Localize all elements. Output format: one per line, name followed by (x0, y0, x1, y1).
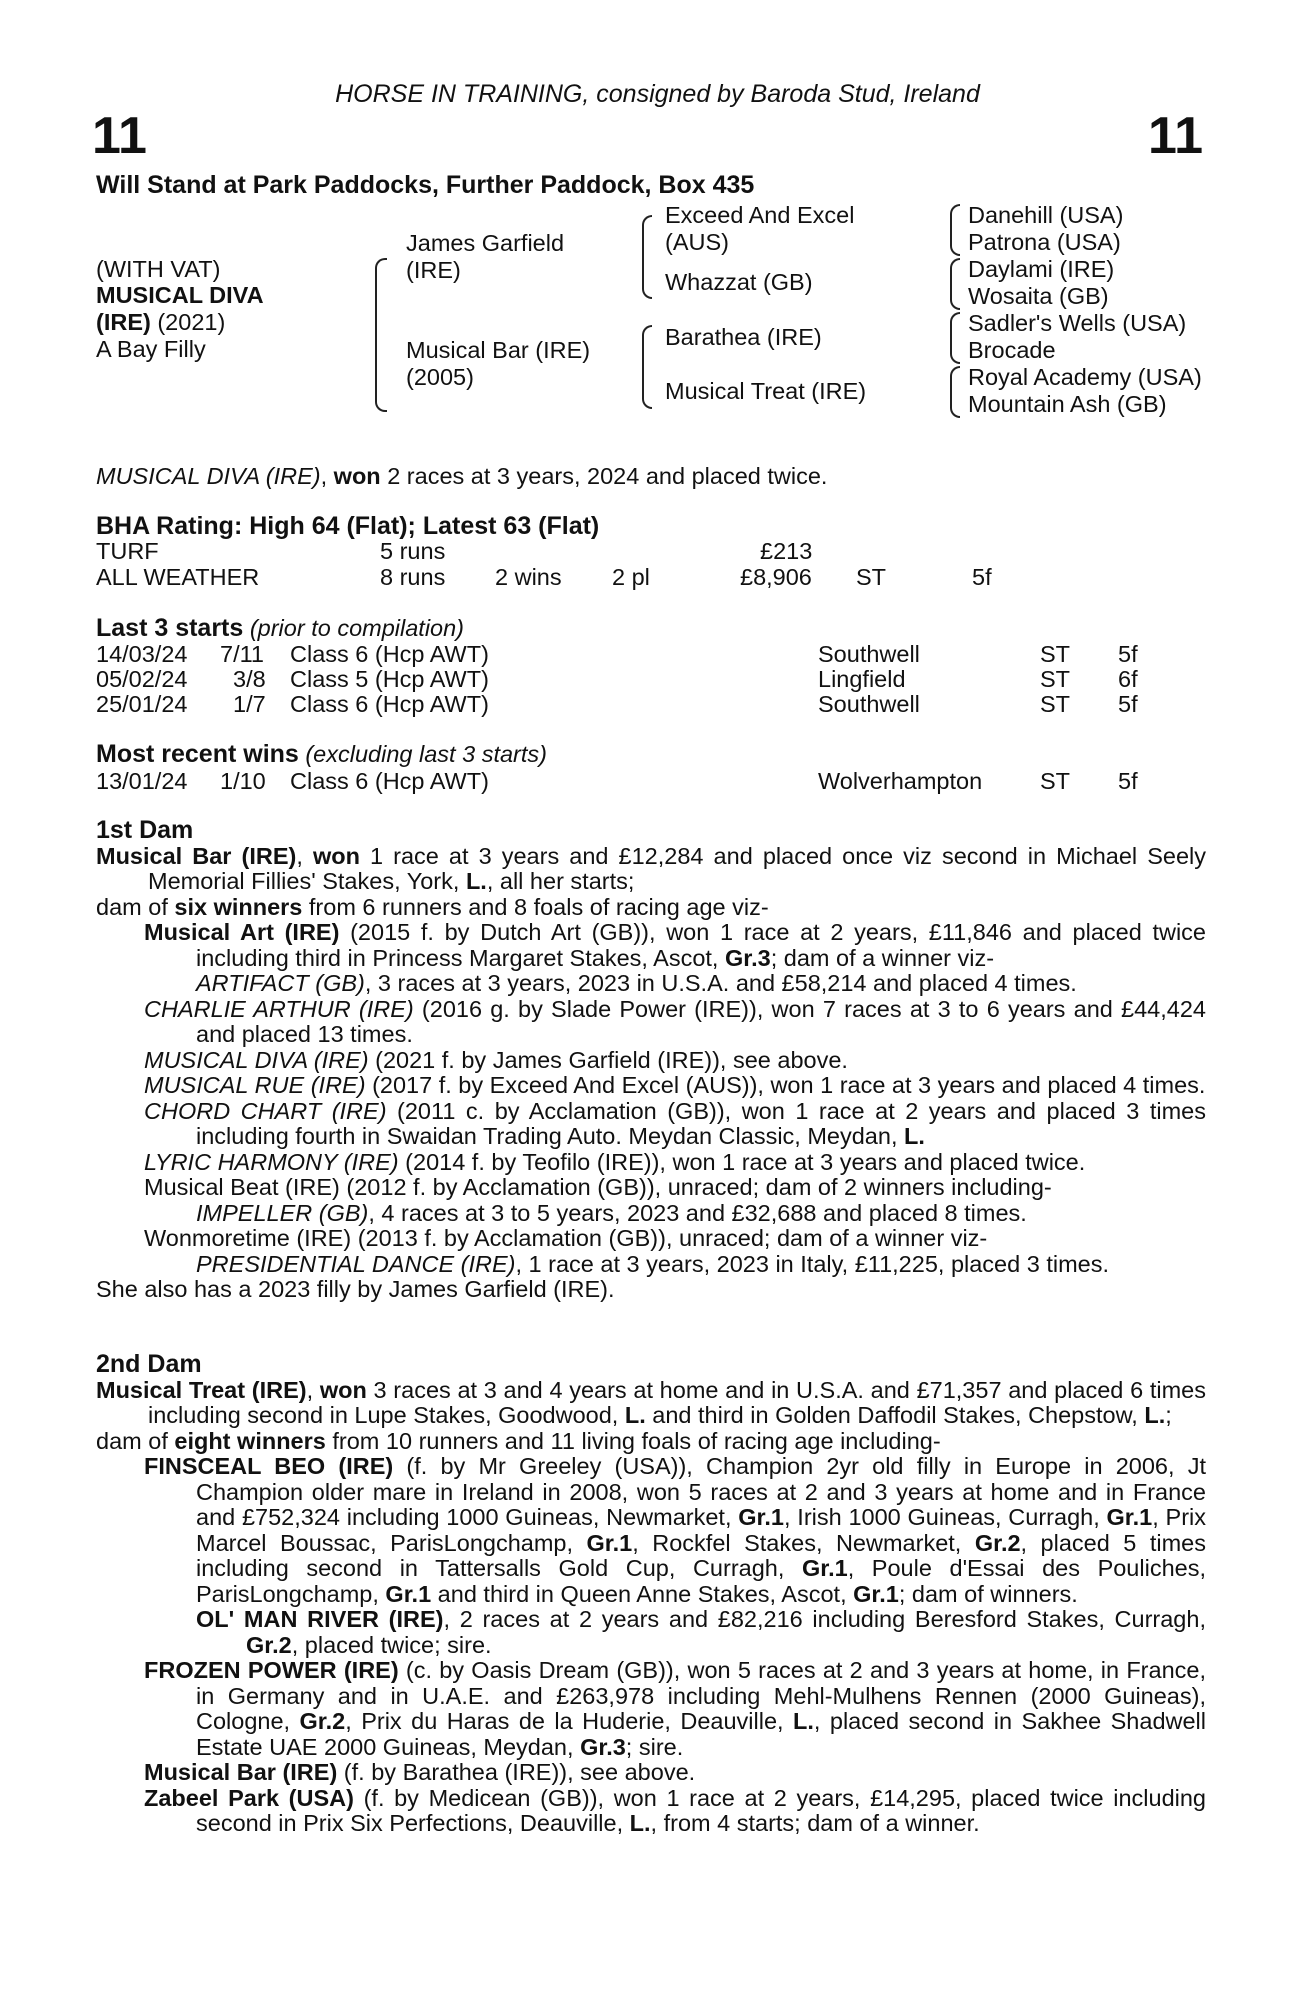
pedigree-dam: Musical Bar (IRE) (406, 337, 591, 363)
pedigree-g7: Royal Academy (USA) (968, 364, 1202, 390)
catalogue-header: HORSE IN TRAINING, consigned by Baroda Stud, Ireland (335, 80, 980, 108)
pedigree-g6: Brocade (968, 337, 1056, 363)
stand-location: Will Stand at Park Paddocks, Further Paddock, Box 435 (96, 171, 755, 199)
pedigree-g8: Mountain Ash (GB) (968, 391, 1167, 417)
vat-note: (WITH VAT) (96, 256, 221, 282)
second-dam-section (96, 1352, 1206, 1837)
race-summary: MUSICAL DIVA (IRE), won 2 races at 3 years, 2024 and placed twice. (96, 463, 828, 489)
brace-sire-dam (375, 258, 387, 412)
list-item: Musical Art (IRE) (2015 f. by Dutch Art (GB)), won 1 race at 2 years, £11,846 and placed twice including third in Princess Margaret Stakes, Ascot, Gr.3; dam of a winner viz- (144, 919, 1206, 971)
brace-g3 (950, 312, 960, 364)
brace-g2 (950, 258, 960, 310)
pedigree-sire: James Garfield (406, 230, 565, 256)
pedigree-sire-sire-origin: (AUS) (665, 229, 729, 255)
first-dam-heading: 1st Dam (96, 816, 194, 844)
list-item: PRESIDENTIAL DANCE (IRE), 1 race at 3 years, 2023 in Italy, £11,225, placed 3 times. (196, 1250, 1110, 1277)
brace-g1 (950, 204, 960, 256)
first-dam-also: She also has a 2023 filly by James Garfield (IRE). (96, 1276, 615, 1302)
second-dam-heading: 2nd Dam (96, 1350, 202, 1378)
pedigree-g3: Daylami (IRE) (968, 256, 1115, 282)
first-dam-record: Musical Bar (IRE), won 1 race at 3 years and £12,284 and placed once viz second in Michael Seely Memorial Fillies' Stakes, York, L., all her starts; (96, 842, 1206, 894)
list-item: LYRIC HARMONY (IRE) (2014 f. by Teofilo (IRE)), won 1 race at 3 years and placed twice. (144, 1148, 1086, 1175)
brace-sire-parents (642, 215, 652, 299)
list-item: OL' MAN RIVER (IRE), 2 races at 2 years and £82,216 including Beresford Stakes, Curragh, Gr.2, placed twice; sire. (196, 1606, 1206, 1658)
list-item: Wonmoretime (IRE) (2013 f. by Acclamation (GB)), unraced; dam of a winner viz- (144, 1225, 988, 1251)
first-dam-produce: dam of six winners from 6 runners and 8 foals of racing age viz- (96, 893, 769, 920)
pedigree-dam-sire: Barathea (IRE) (665, 324, 822, 350)
list-item: Zabeel Park (USA) (f. by Medicean (GB)), won 1 race at 2 years, £14,295, placed twice including second in Prix Six Perfections, Deauville, L., from 4 starts; dam of a winner. (144, 1784, 1207, 1836)
brace-dam-parents (642, 325, 652, 409)
list-item: FINSCEAL BEO (IRE) (f. by Mr Greeley (USA)), Champion 2yr old filly in Europe in 2006, Jt Champion older mare in Ireland in 2008, won 5 races at 2 and 3 years at home and in France and £752,324 including 1000 Guineas, Newmarket, Gr.1, Irish 1000 Guineas, Curragh, Gr.1, Prix Marcel Boussac, ParisLongchamp, Gr.1, Rockfel Stakes, Newmarket, Gr.2, placed 5 times including second in Tattersalls Gold Cup, Curragh, Gr.1, Poule d'Essai des Pouliches, ParisLongchamp, Gr.1 and third in Queen Anne Stakes, Ascot, Gr.1; dam of winners. (144, 1453, 1207, 1607)
pedigree-g5: Sadler's Wells (USA) (968, 310, 1187, 336)
pedigree-dam-dam: Musical Treat (IRE) (665, 378, 867, 404)
second-dam-produce: dam of eight winners from 10 runners and 11 living foals of racing age including- (96, 1427, 941, 1454)
list-item: ARTIFACT (GB), 3 races at 3 years, 2023 in U.S.A. and £58,214 and placed 4 times. (196, 970, 1077, 996)
lot-number-right: 11 (1148, 107, 1203, 165)
pedigree-sire-origin: (IRE) (406, 257, 461, 283)
list-item: MUSICAL DIVA (IRE) (2021 f. by James Garfield (IRE)), see above. (144, 1046, 848, 1073)
list-item: IMPELLER (GB), 4 races at 3 to 5 years, 2023 and £32,688 and placed 8 times. (196, 1199, 1027, 1226)
list-item: Musical Beat (IRE) (2012 f. by Acclamation (GB)), unraced; dam of 2 winners including- (144, 1174, 1052, 1200)
list-item: Musical Bar (IRE) (f. by Barathea (IRE)), see above. (144, 1759, 696, 1785)
pedigree-g4: Wosaita (GB) (968, 283, 1109, 309)
second-dam-record: Musical Treat (IRE), won 3 races at 3 and 4 years at home and in U.S.A. and £71,357 and placed 6 times including second in Lupe Stakes, Goodwood, L. and third in Golden Daffodil Stakes, Chepstow, L.; (96, 1376, 1206, 1428)
brace-g4 (950, 366, 960, 418)
recent-wins-heading: Most recent wins (excluding last 3 starts) (96, 740, 547, 768)
pedigree-sire-sire: Exceed And Excel (665, 202, 855, 228)
pedigree-g1: Danehill (USA) (968, 202, 1124, 228)
bha-rating: BHA Rating: High 64 (Flat); Latest 63 (Flat) (96, 512, 600, 540)
list-item: CHORD CHART (IRE) (2011 c. by Acclamation (GB)), won 1 race at 2 years and placed 3 times including fourth in Swaidan Trading Auto. Meydan Classic, Meydan, L. (144, 1097, 1206, 1149)
first-dam-section (96, 818, 1206, 1303)
last-3-heading: Last 3 starts (prior to compilation) (96, 614, 465, 642)
horse-name: MUSICAL DIVA (96, 282, 264, 308)
pedigree-dam-year: (2005) (406, 364, 474, 390)
pedigree-sire-dam: Whazzat (GB) (665, 269, 813, 295)
horse-description: A Bay Filly (96, 336, 206, 362)
pedigree-g2: Patrona (USA) (968, 229, 1121, 255)
list-item: FROZEN POWER (IRE) (c. by Oasis Dream (GB)), won 5 races at 2 and 3 years at home, in France, in Germany and in U.A.E. and £263,978 including Mehl-Mulhens Rennen (2000 Guineas), Cologne, Gr.2, Prix du Haras de la Huderie, Deauville, L., placed second in Sakhee Shadwell Estate UAE 2000 Guineas, Meydan, Gr.3; sire. (144, 1657, 1206, 1760)
horse-origin-year: (IRE) (2021) (96, 309, 226, 335)
list-item: CHARLIE ARTHUR (IRE) (2016 g. by Slade Power (IRE)), won 7 races at 3 to 6 years and £44,424 and placed 13 times. (144, 995, 1206, 1047)
list-item: MUSICAL RUE (IRE) (2017 f. by Exceed And Excel (AUS)), won 1 race at 3 years and placed 4 times. (144, 1072, 1206, 1098)
lot-number-left: 11 (92, 107, 147, 165)
